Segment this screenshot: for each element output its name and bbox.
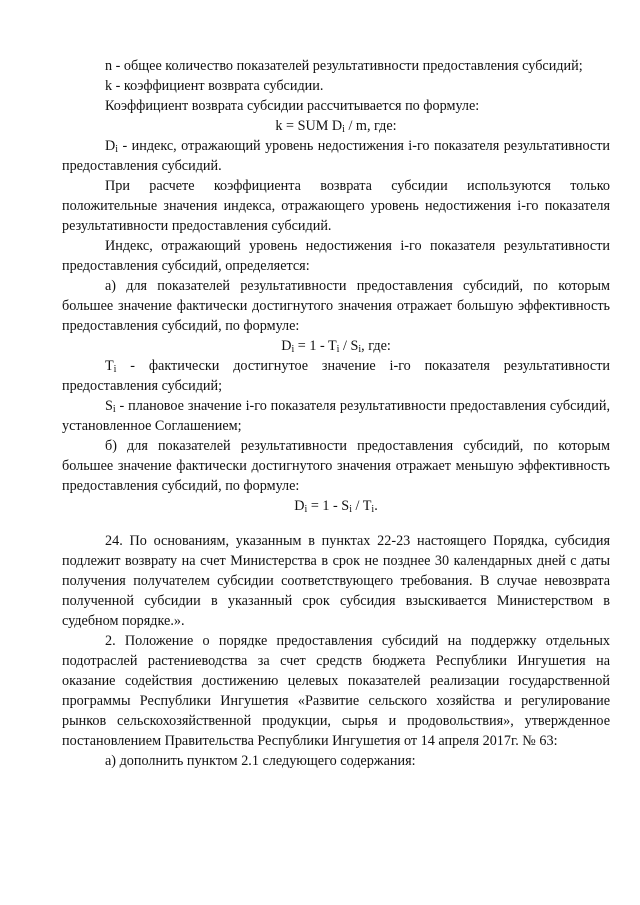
formula-d-case-b: $D_i = 1 - S_i / T_i$. xyxy=(294,498,378,515)
paragraph-item-2-regulation: 2. Положение о порядке предоставления субсидий на поддержку отдельных подотраслей растениеводства за счет средств бюджета Республики Ингушетия на оказание содействия достижению целевых показателей реализации государственной программы Республики Ингушетия «Развитие сельского хозяйства и регулирование рынков сельскохозяйственной продукции, сырья и продовольствия», утвержденное постановлением Правительства Республики Ингушетия от 14 апреля 2017г. № 63: xyxy=(62,633,610,749)
paragraph-t-definition: $T_i$ - фактически достигнутое значение i-го показателя результативности предоставления субсидий; xyxy=(62,358,610,394)
paragraph-case-b: б) для показателей результативности предоставления субсидий, по которым большее значение фактически достигнутого значения отражает меньшую эффективность предоставления субсидий, по формуле: xyxy=(62,438,610,494)
paragraph-s-definition: $S_i$ - плановое значение i-го показателя результативности предоставления субсидий, установленное Соглашением; xyxy=(62,398,610,434)
paragraph-coefficient-intro: Коэффициент возврата субсидии рассчитывается по формуле: xyxy=(105,98,480,114)
formula-d-case-a: $D_i = 1 - T_i / S_i$, где: xyxy=(281,338,391,355)
paragraph-item-2-a: а) дополнить пунктом 2.1 следующего содержания: xyxy=(105,753,416,769)
paragraph-item-24: 24. По основаниям, указанным в пунктах 22-23 настоящего Порядка, субсидия подлежит возврату на счет Министерства в срок не позднее 30 календарных дней с даты получения получателем субсидии соответствующего требования. В случае невозврата полученной субсидии в указанный срок субсидия взыскивается Министерством в судебном порядке.». xyxy=(62,533,610,629)
formula-k: k = SUM $D_i$ / m, где: xyxy=(275,118,397,135)
paragraph-d-definition: $D_i$ - индекс, отражающий уровень недостижения i-го показателя результативности предоставления субсидий. xyxy=(62,138,610,174)
paragraph-spacer xyxy=(62,516,610,531)
paragraph-positive-values: При расчете коэффициента возврата субсидии используются только положительные значения индекса, отражающего уровень недостижения i-го показателя результативности предоставления субсидий. xyxy=(62,178,610,234)
paragraph-n-definition: n - общее количество показателей результативности предоставления субсидий; xyxy=(105,58,583,74)
paragraph-k-definition: k - коэффициент возврата субсидии. xyxy=(105,78,324,94)
paragraph-case-a: а) для показателей результативности предоставления субсидий, по которым большее значение фактически достигнутого значения отражает большую эффективность предоставления субсидий, по формуле: xyxy=(62,278,610,334)
document-page xyxy=(62,56,610,771)
paragraph-index-determined: Индекс, отражающий уровень недостижения i-го показателя результативности предоставления субсидий, определяется: xyxy=(62,238,610,274)
